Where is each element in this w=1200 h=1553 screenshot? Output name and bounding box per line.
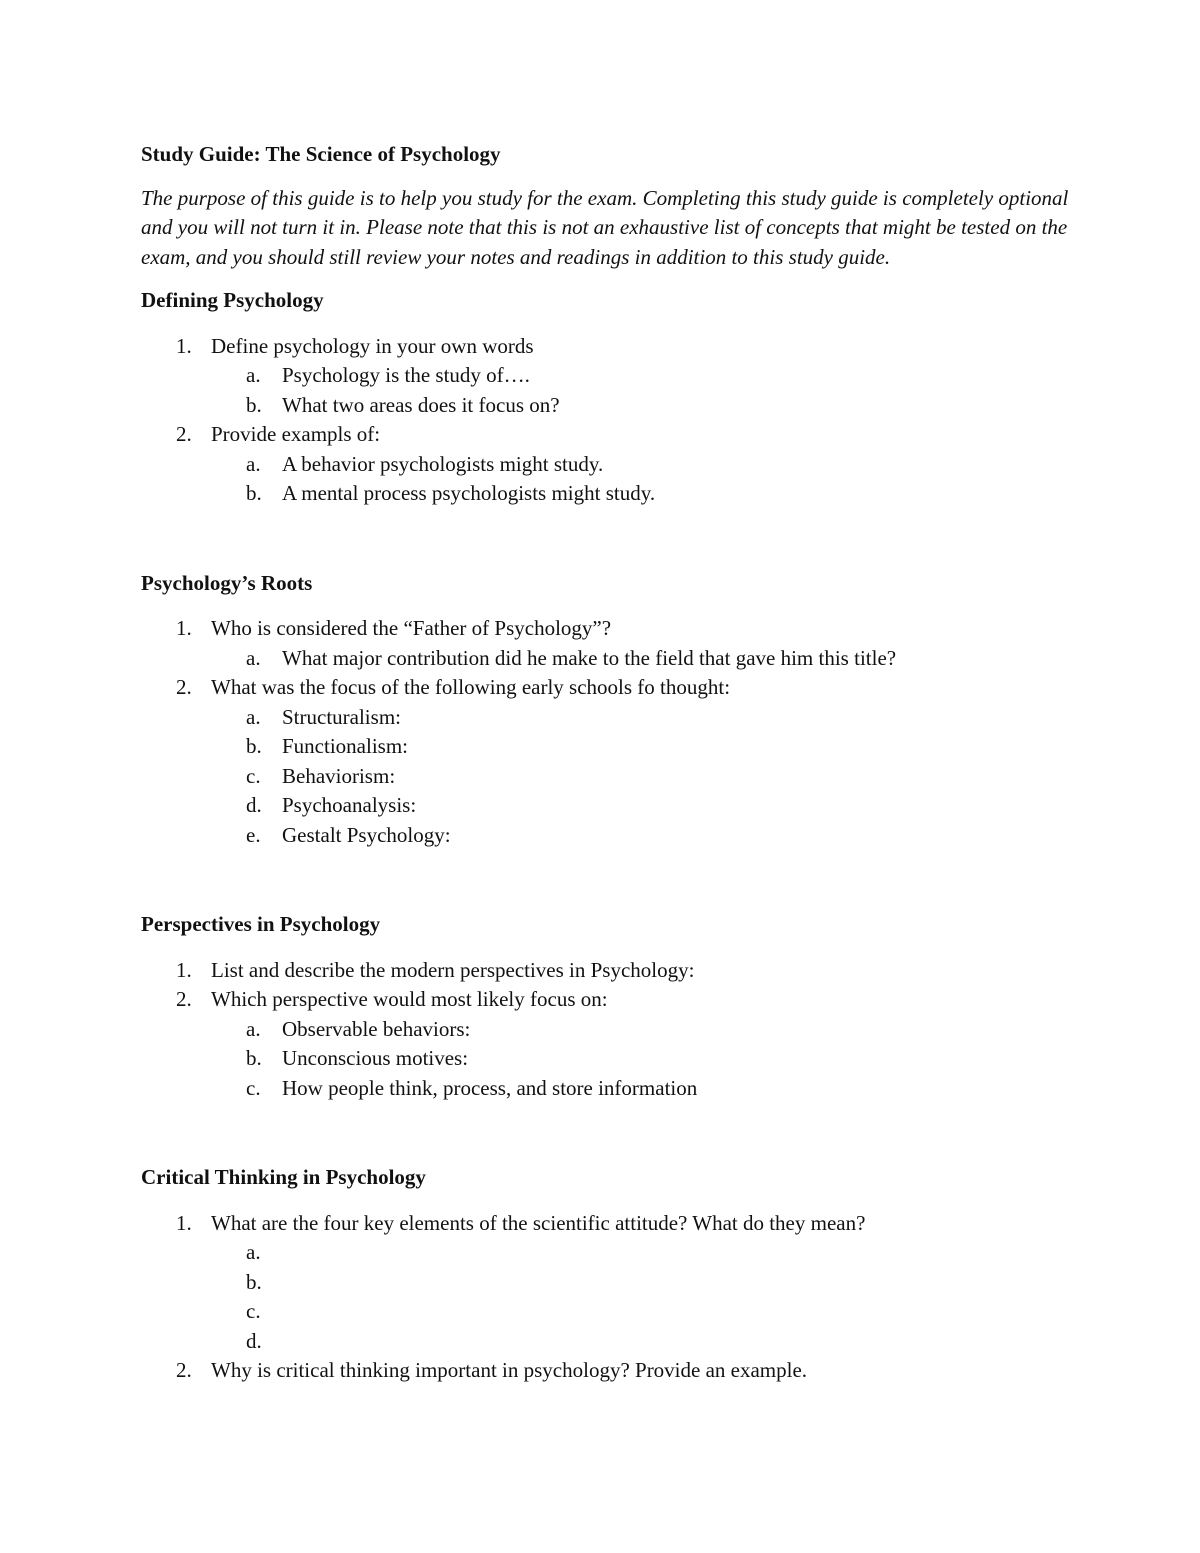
question-text: List and describe the modern perspectives in Psychology: xyxy=(211,957,695,982)
question-number: 2. xyxy=(176,987,192,1011)
question-item xyxy=(141,332,1071,421)
question-list xyxy=(141,614,1071,850)
question-item xyxy=(141,956,1071,986)
document-content xyxy=(141,140,1071,1386)
sub-question-item xyxy=(141,1327,1071,1357)
sub-question-text: What major contribution did he make to the field that gave him this title? xyxy=(282,645,897,670)
sub-question-text: Psychology is the study of…. xyxy=(282,363,530,387)
question-list xyxy=(141,956,1071,1104)
question-item xyxy=(141,420,1071,509)
sub-question-letter: b. xyxy=(246,734,262,758)
sub-question-list xyxy=(141,1238,1071,1356)
sub-question-text: Unconscious motives: xyxy=(282,1046,469,1070)
sub-question-letter: a. xyxy=(246,363,261,387)
sub-question-letter: c. xyxy=(246,1075,261,1100)
sub-question-letter: b. xyxy=(246,1269,262,1294)
sub-question-item xyxy=(141,391,1071,421)
section-heading: Perspectives in Psychology xyxy=(141,912,381,936)
section-critical-thinking xyxy=(141,1163,1071,1386)
sub-question-item xyxy=(141,703,1071,733)
sub-question-letter: d. xyxy=(246,1328,262,1353)
sub-question-text: How people think, process, and store information xyxy=(282,1075,698,1100)
section-psychology-roots xyxy=(141,569,1071,851)
sub-question-item xyxy=(141,791,1071,821)
sub-question-list xyxy=(141,644,1071,674)
question-number: 1. xyxy=(176,957,192,982)
sub-question-item xyxy=(141,1297,1071,1327)
sub-question-text: Structuralism: xyxy=(282,704,401,729)
section-heading: Critical Thinking in Psychology xyxy=(141,1165,426,1189)
sub-question-letter: c. xyxy=(246,1299,261,1323)
sub-question-item xyxy=(141,1044,1071,1074)
sub-question-item xyxy=(141,762,1071,792)
section-heading: Defining Psychology xyxy=(141,288,324,312)
sub-question-letter: a. xyxy=(246,1016,261,1041)
sub-question-letter: a. xyxy=(246,704,261,729)
sub-question-item xyxy=(141,450,1071,480)
question-item xyxy=(141,614,1071,673)
sub-question-item xyxy=(141,732,1071,762)
question-list xyxy=(141,332,1071,509)
sub-question-item xyxy=(141,821,1071,851)
sub-question-text: Functionalism: xyxy=(282,734,408,758)
sub-question-letter: b. xyxy=(246,1046,262,1070)
question-text: Why is critical thinking important in psychology? Provide an example. xyxy=(211,1358,808,1382)
question-text: Define psychology in your own words xyxy=(211,333,534,358)
sub-question-text: Behaviorism: xyxy=(282,763,396,788)
sub-question-item xyxy=(141,1015,1071,1045)
sub-question-letter: d. xyxy=(246,793,262,817)
sub-question-text: Observable behaviors: xyxy=(282,1016,471,1041)
sub-question-letter: c. xyxy=(246,763,261,788)
sub-question-letter: b. xyxy=(246,481,262,505)
question-number: 1. xyxy=(176,616,192,640)
sub-question-letter: a. xyxy=(246,451,261,476)
sub-question-list xyxy=(141,361,1071,420)
section-defining-psychology xyxy=(141,286,1071,509)
question-item xyxy=(141,673,1071,850)
sub-question-text: Psychoanalysis: xyxy=(282,793,417,817)
question-number: 2. xyxy=(176,675,192,699)
section-perspectives xyxy=(141,910,1071,1103)
sub-question-item xyxy=(141,644,1071,674)
intro-paragraph: The purpose of this guide is to help you study for the exam. Completing this study guide is completely optional and you will not turn it in. Please note that this is not an exhaustive list of concepts that might be tested on the exam, and you should still review your notes and readings in addition to this study guide. xyxy=(141,185,1069,269)
document-title: Study Guide: The Science of Psychology xyxy=(141,142,501,166)
question-number: 2. xyxy=(176,422,192,446)
question-text: What was the focus of the following early schools fo thought: xyxy=(211,675,731,699)
sub-question-item xyxy=(141,479,1071,509)
sub-question-letter: a. xyxy=(246,645,261,670)
question-number: 1. xyxy=(176,1210,192,1235)
question-text: What are the four key elements of the scientific attitude? What do they mean? xyxy=(211,1210,866,1235)
sub-question-item xyxy=(141,1074,1071,1104)
sub-question-text: Gestalt Psychology: xyxy=(282,822,451,847)
sub-question-list xyxy=(141,1015,1071,1104)
question-number: 1. xyxy=(176,333,192,358)
question-text: Which perspective would most likely focus on: xyxy=(211,987,608,1011)
sub-question-text: A behavior psychologists might study. xyxy=(282,451,604,476)
question-text: Provide exampls of: xyxy=(211,422,381,446)
question-text: Who is considered the “Father of Psychology”? xyxy=(211,616,612,640)
sub-question-letter: b. xyxy=(246,392,262,417)
sub-question-list xyxy=(141,703,1071,851)
sub-question-list xyxy=(141,450,1071,509)
section-heading: Psychology’s Roots xyxy=(141,570,313,595)
sub-question-item xyxy=(141,1238,1071,1268)
question-number: 2. xyxy=(176,1358,192,1382)
sub-question-letter: a. xyxy=(246,1240,261,1264)
question-item xyxy=(141,985,1071,1103)
sub-question-text: A mental process psychologists might study. xyxy=(282,481,656,505)
sub-question-text: What two areas does it focus on? xyxy=(282,392,560,417)
question-item xyxy=(141,1209,1071,1357)
sub-question-item xyxy=(141,1268,1071,1298)
question-list xyxy=(141,1209,1071,1386)
sub-question-letter: e. xyxy=(246,822,261,847)
question-item xyxy=(141,1356,1071,1386)
sub-question-item xyxy=(141,361,1071,391)
